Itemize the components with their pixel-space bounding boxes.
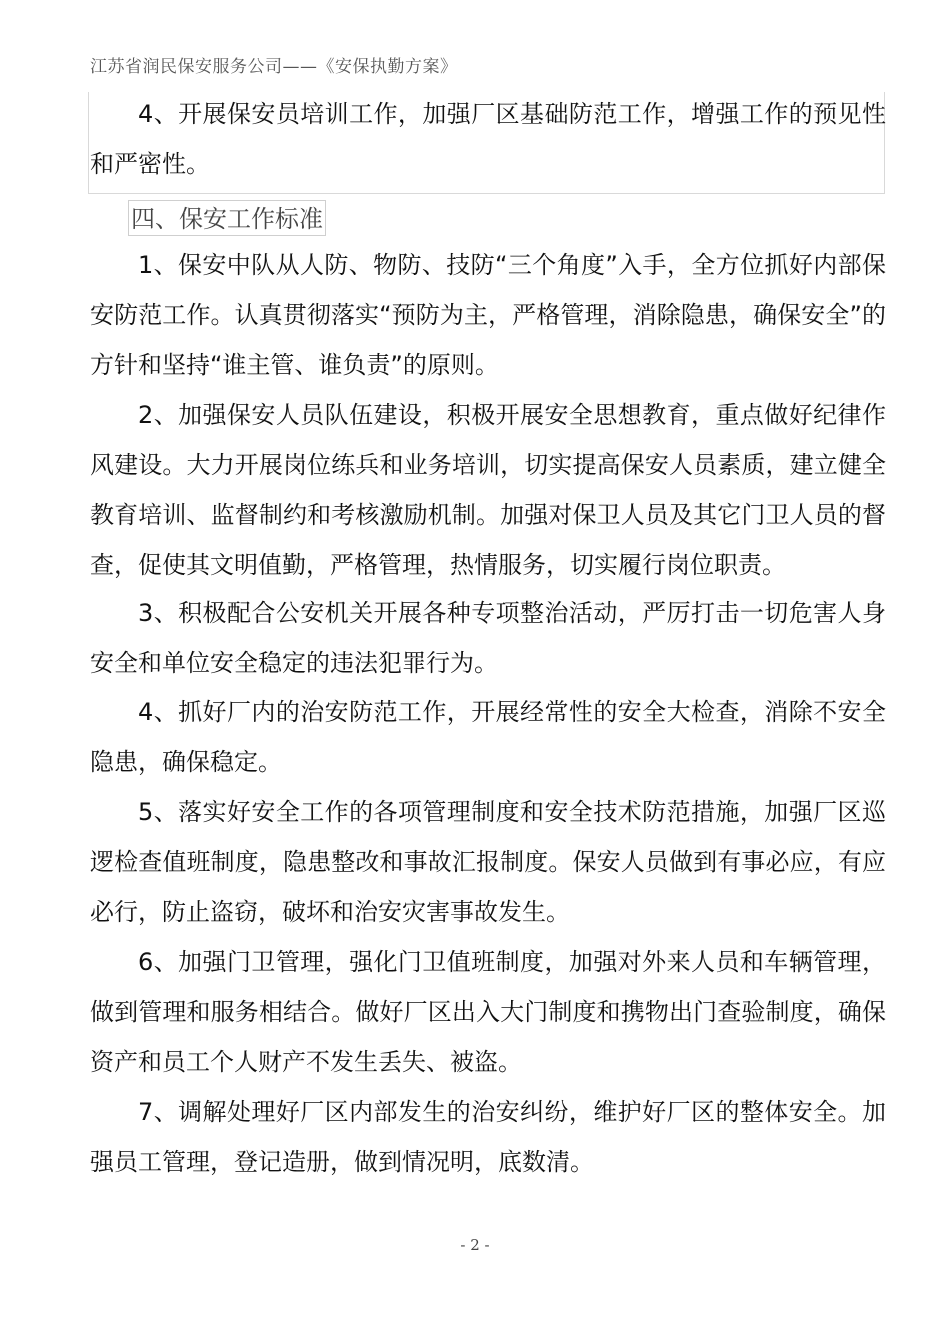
paragraph-2: 2、加强保安人员队伍建设，积极开展安全思想教育，重点做好纪律作风建设。大力开展岗位练兵和业务培训，切实提高保安人员素质，建立健全教育培训、监督制约和考核激励机制。加强对保卫人员及其它门卫人员的督查，促使其文明值勤，严格管理，热情服务，切实履行岗位职责。 [90,401,886,579]
document-header: 江苏省润民保安服务公司——《安保执勤方案》 [90,57,458,77]
paragraph-1: 1、保安中队从人防、物防、技防“三个角度”入手，全方位抓好内部保安防范工作。认真贯彻落实“预防为主，严格管理，消除隐患，确保安全”的方针和坚持“谁主管、谁负责”的原则。 [90,251,886,379]
page-number: - 2 - [460,1236,490,1254]
paragraph-6: 6、加强门卫管理，强化门卫值班制度，加强对外来人员和车辆管理，做到管理和服务相结合。做好厂区出入大门制度和携物出门查验制度，确保资产和员工个人财产不发生丢失、被盗。 [90,948,886,1076]
paragraph-5: 5、落实好安全工作的各项管理制度和安全技术防范措施，加强厂区巡逻检查值班制度，隐患整改和事故汇报制度。保安人员做到有事必应，有应必行，防止盗窃，破坏和治安灾害事故发生。 [90,798,886,926]
paragraph-3: 3、积极配合公安机关开展各种专项整治活动，严厉打击一切危害人身安全和单位安全稳定的违法犯罪行为。 [90,599,886,677]
paragraph-4: 4、抓好厂内的治安防范工作，开展经常性的安全大检查，消除不安全隐患，确保稳定。 [90,698,886,776]
paragraph-7: 7、调解处理好厂区内部发生的治安纠纷，维护好厂区的整体安全。加强员工管理，登记造册，做到情况明，底数清。 [90,1098,886,1176]
intro-paragraph: 4、开展保安员培训工作，加强厂区基础防范工作，增强工作的预见性和严密性。 [90,100,886,178]
section-title: 四、保安工作标准 [128,200,326,236]
